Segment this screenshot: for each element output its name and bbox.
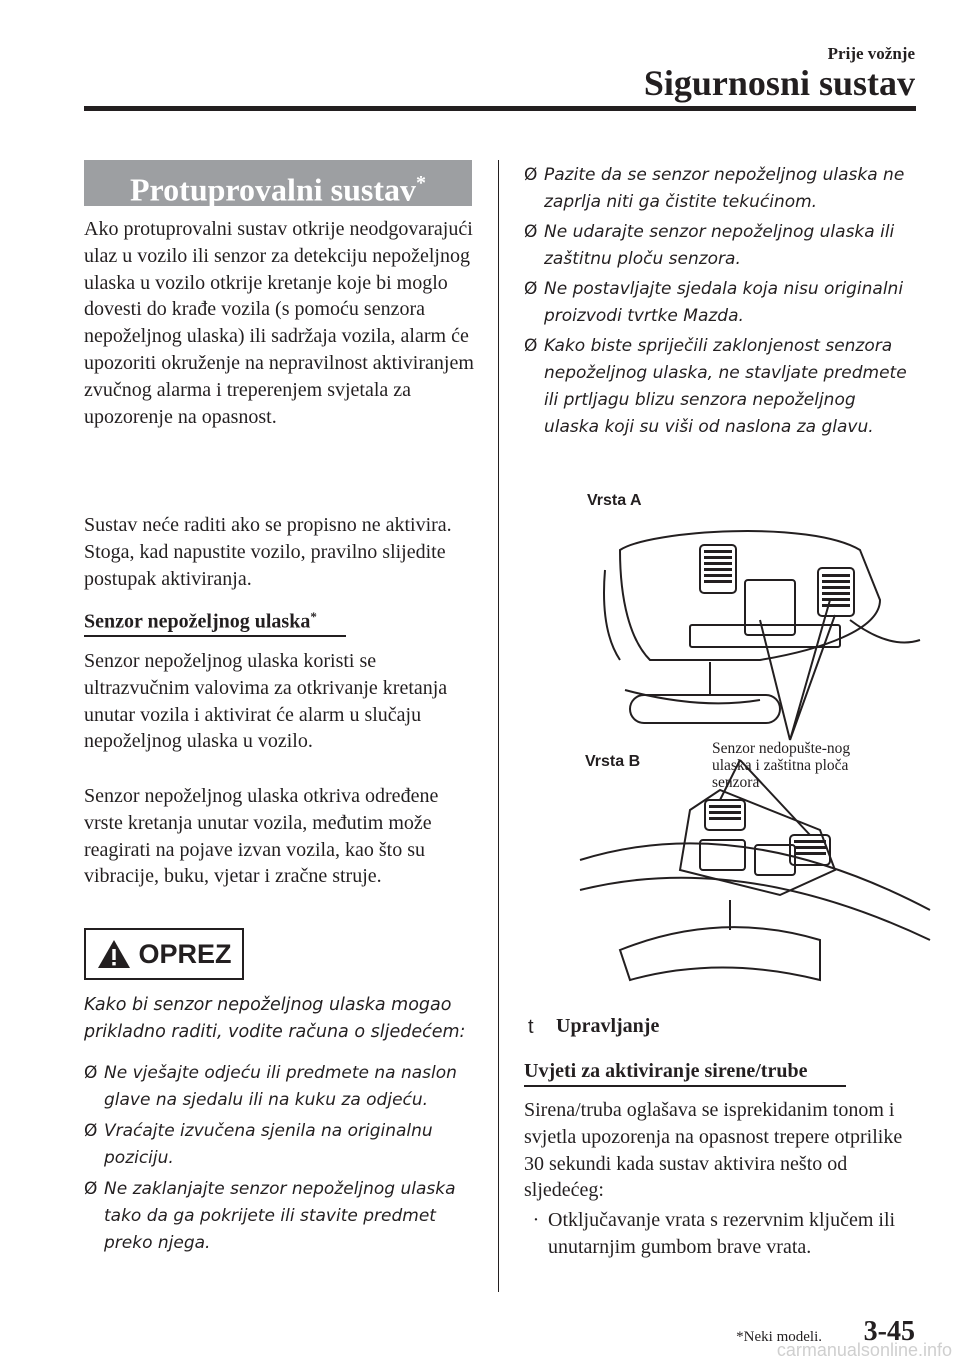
siren-conditions-heading: Uvjeti za aktiviranje sirene/trube xyxy=(524,1060,808,1082)
heading-underline xyxy=(84,635,346,637)
figure-callout: Senzor nedopušte-nog ulaska i zaštitna ploča senzora xyxy=(712,740,851,791)
sensor-paragraph-2: Senzor nepoželjnog ulaska otkriva određene vrste kretanja unutar vozila, međutim može reagirati na pojave izvan vozila, kao što su vibracije, buku, vjetar i zračne struje. xyxy=(84,785,439,888)
list-item: · Otključavanje vrata s rezervnim ključem ili unutarnjim gumbom brave vrata. xyxy=(524,1207,916,1261)
intro-paragraph: Ako protuprovalni sustav otkrije neodgovarajući ulaz u vozilo ili senzor za detekciju nepoželjnog ulaska u vozilo otkrije kretanje koje bi moglo dovesti do krađe vozila (s pomoću senzora nepoželjnog ulaska) ili sadržaja vozila, alarm će upozoriti okruženje na nepravilnost aktiviranjem zvučnog alarma i treperenjem svjetala za upozorenje na opasnost. xyxy=(84,218,474,428)
overhead-console-illustration xyxy=(560,510,940,1010)
caution-list-left xyxy=(84,1060,476,1257)
column-divider xyxy=(498,160,499,1292)
page-number: 3-45 xyxy=(863,1316,915,1347)
figure-label-type-b: Vrsta B xyxy=(585,753,641,770)
bullet-dot-icon: · xyxy=(532,1209,540,1231)
caution-item: Ø Vraćajte izvučena sjenila na originalnu poziciju. xyxy=(84,1118,476,1172)
section-title: Protuprovalni sustav xyxy=(130,171,416,208)
sensor-heading: Senzor nepoželjnog ulaska xyxy=(84,610,311,633)
bullet-arrow-icon: Ø xyxy=(84,1063,98,1083)
section-label: Prije vožnje xyxy=(827,44,915,63)
chapter-title: Sigurnosni sustav xyxy=(643,63,915,103)
operation-title: Upravljanje xyxy=(556,1015,660,1037)
caution-label: OPREZ xyxy=(138,938,232,969)
bullet-arrow-icon: Ø xyxy=(524,222,538,242)
bullet-arrow-icon: Ø xyxy=(524,165,538,185)
sensor-heading-block xyxy=(84,609,474,633)
figure-label-type-a: Vrsta A xyxy=(587,492,642,509)
section-title-box xyxy=(84,160,472,206)
caution-intro: Kako bi senzor nepoželjnog ulaska mogao prikladno raditi, vodite računa o sljedećem: xyxy=(84,995,466,1042)
caution-item: Ø Ne zaklanjajte senzor nepoželjnog ulaska tako da ga pokrijete ili stavite predmet preko njega. xyxy=(84,1176,476,1257)
bullet-arrow-icon: Ø xyxy=(524,336,538,356)
sensor-paragraph-1: Senzor nepoželjnog ulaska koristi se ultrazvučnim valovima za otkrivanje kretanja unutar vozila i aktivirat će alarm u slučaju nepoželjnog ulaska u vozilo. xyxy=(84,650,448,753)
caution-item: Ø Kako biste spriječili zaklonjenost senzora nepoželjnog ulaska, ne stavljate predmete ili prtljagu blizu senzora nepoželjnog ulaska koji su viši od naslona za glavu. xyxy=(524,333,916,441)
heading-underline xyxy=(524,1085,846,1087)
watermark: carmanualsonline.info xyxy=(776,1340,952,1360)
caution-badge xyxy=(84,928,244,980)
section-marker-icon: t xyxy=(528,1016,534,1038)
caution-item: Ø Ne vješajte odjeću ili predmete na naslon glave na sjedalu ili na kuku za odjeću. xyxy=(84,1060,476,1114)
model-mark: * xyxy=(310,609,317,624)
model-mark: * xyxy=(415,172,426,194)
warning-icon xyxy=(96,938,132,970)
caution-item: Ø Ne udarajte senzor nepoželjnog ulaska ili zaštitnu ploču senzora. xyxy=(524,219,916,273)
footnote: *Neki modeli. xyxy=(736,1329,822,1345)
siren-paragraph: Sirena/truba oglašava se isprekidanim tonom i svjetla upozorenja na opasnost trepere otprilike 30 sekundi kada sustav aktivira nešto od sljedećeg: xyxy=(524,1099,903,1202)
caution-item: Ø Pazite da se senzor nepoželjnog ulaska ne zaprlja niti ga čistite tekućinom. xyxy=(524,162,916,216)
header-rule xyxy=(84,106,916,111)
trigger-list xyxy=(524,1207,916,1261)
bullet-arrow-icon: Ø xyxy=(84,1179,98,1199)
caution-item: Ø Ne postavljajte sjedala koja nisu originalni proizvodi tvrtke Mazda. xyxy=(524,276,916,330)
activation-paragraph: Sustav neće raditi ako se propisno ne aktivira. Stoga, kad napustite vozilo, pravilno slijedite postupak aktiviranja. xyxy=(84,514,452,590)
bullet-arrow-icon: Ø xyxy=(84,1121,98,1141)
bullet-arrow-icon: Ø xyxy=(524,279,538,299)
caution-list-right xyxy=(524,162,916,441)
